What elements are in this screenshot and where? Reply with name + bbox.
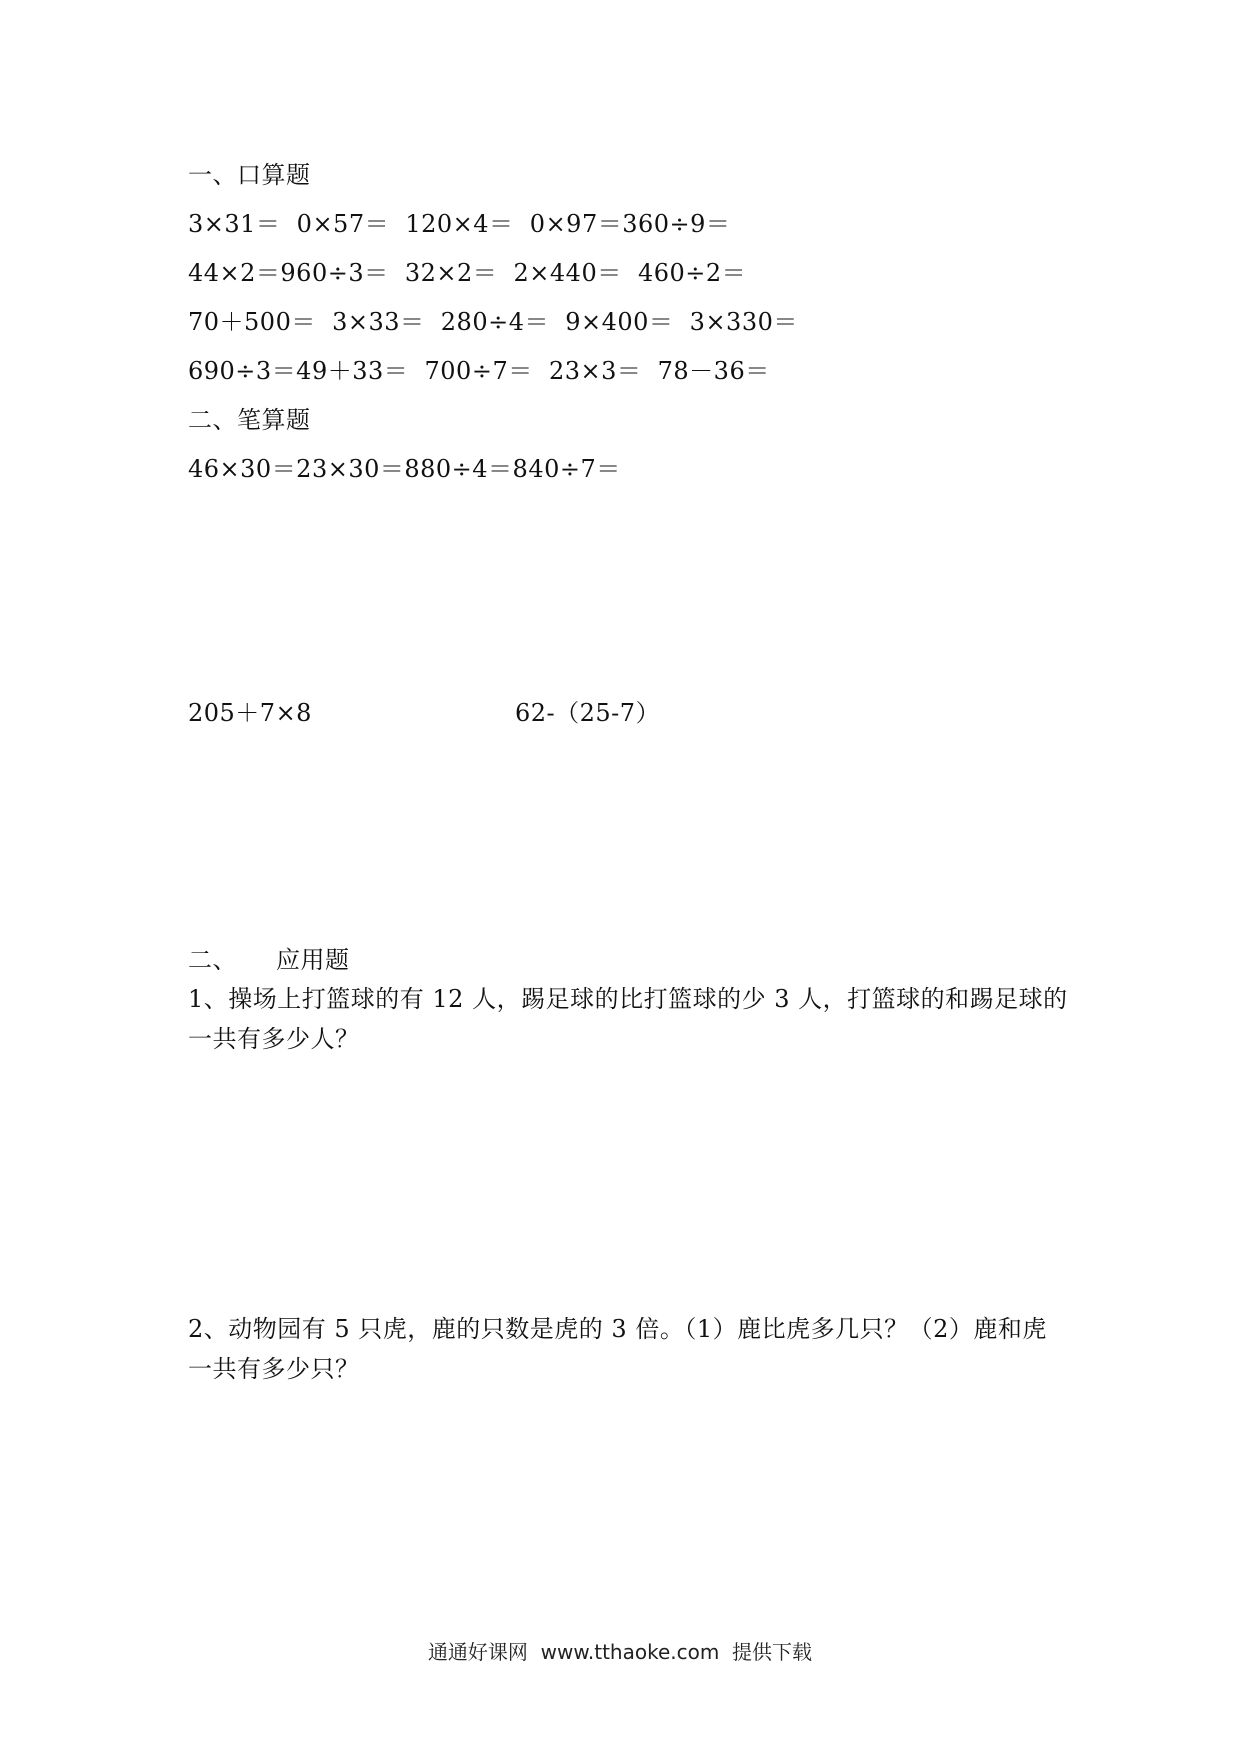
footer-credit: 通通好课网 www.tthaoke.com 提供下载 [427,1640,813,1664]
oral-row-2: 44×2＝960÷3＝ 32×2＝ 2×440＝ 460÷2＝ [188,259,747,287]
oral-row-1: 3×31＝ 0×57＝ 120×4＝ 0×97＝360÷9＝ [188,210,731,238]
problem-1-line-1: 1、操场上打篮球的有 12 人，踢足球的比打篮球的少 3 人，打篮球的和踢足球的 [188,985,1068,1013]
oral-row-3: 70＋500＝ 3×33＝ 280÷4＝ 9×400＝ 3×330＝ [188,308,798,336]
problem-1-line-2: 一共有多少人？ [188,1025,360,1053]
problem-2-line-2: 一共有多少只？ [188,1355,360,1383]
section-heading-written: 二、笔算题 [188,406,311,434]
section-heading-oral: 一、口算题 [188,161,311,189]
section-heading-application-text: 应用题 [276,946,350,974]
written-row-1: 46×30＝23×30＝880÷4＝840÷7＝ [188,455,621,483]
problem-2-line-1: 2、动物园有 5 只虎，鹿的只数是虎的 3 倍。（1）鹿比虎多几只？（2）鹿和虎 [188,1315,1047,1343]
written-expr-left: 205＋7×8 [188,699,312,727]
written-expr-right: 62-（25-7） [515,699,661,727]
oral-row-4: 690÷3＝49＋33＝ 700÷7＝ 23×3＝ 78－36＝ [188,357,770,385]
section-heading-application-number: 二、 [188,946,237,974]
